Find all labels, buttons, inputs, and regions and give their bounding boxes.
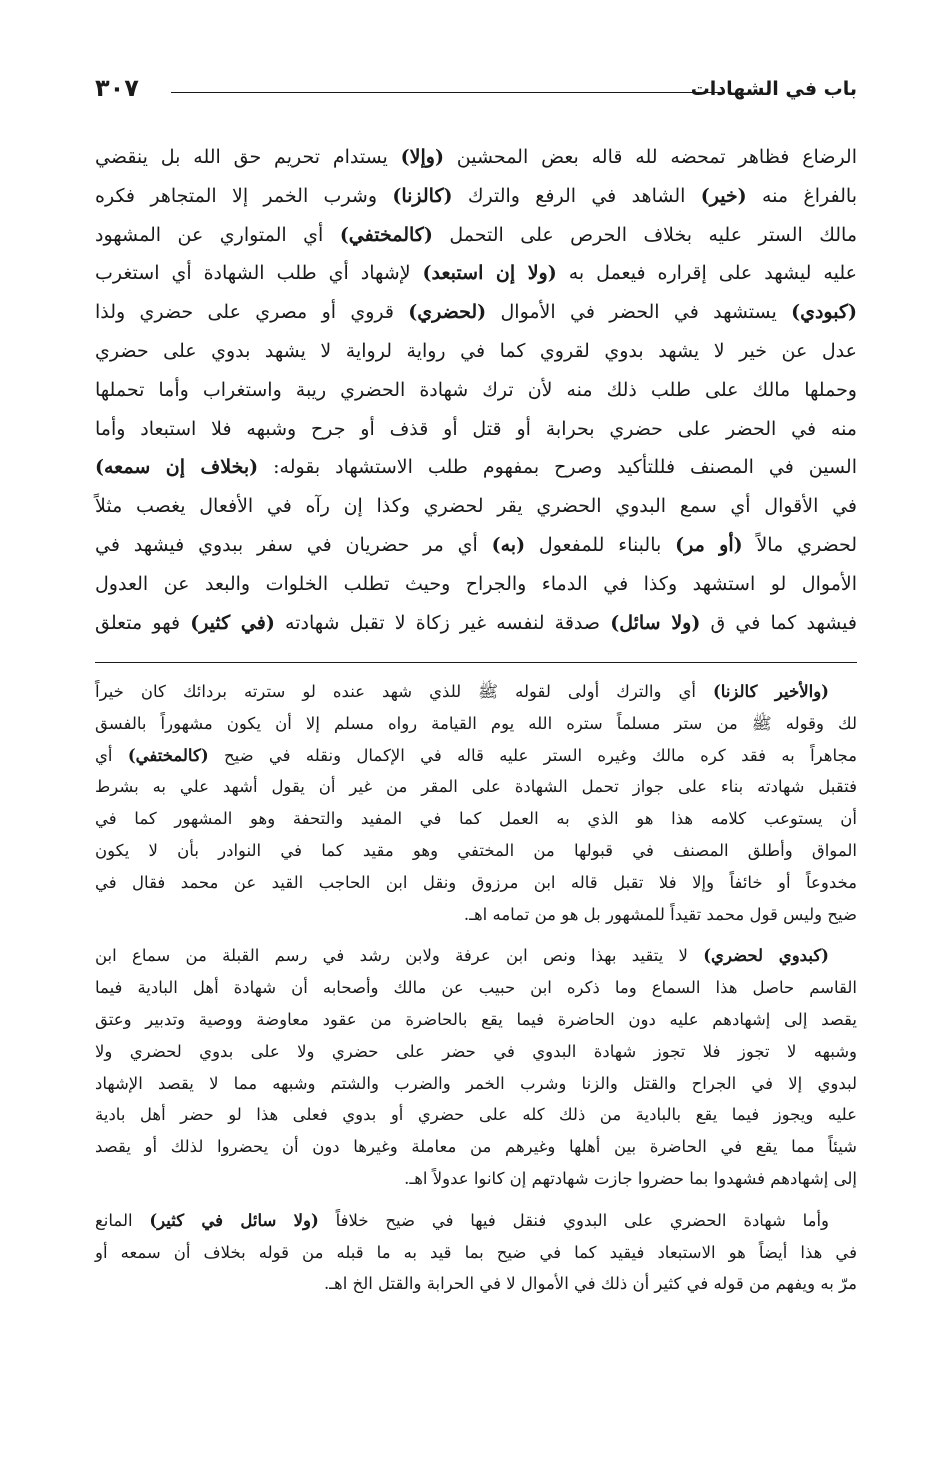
text-run: في الأقوال أي سمع البدوي الحضري يقر لحضري وكذا إن رآه في الأفعال يغصب مثلاً xyxy=(95,495,857,518)
bold-lemma: (كالزنا) xyxy=(392,184,453,207)
note-line xyxy=(95,803,857,835)
main-text-line xyxy=(95,448,857,487)
text-run: أي xyxy=(95,745,128,765)
text-run: فتقبل شهادته بناء على جواز تحمل الشهادة على المقر من غير أن يقول أشهد علي به بشرط xyxy=(95,777,857,797)
note-paragraph xyxy=(95,1205,857,1300)
text-run: لإشهاد أي طلب الشهادة أي استغرب xyxy=(95,262,423,285)
text-run: مخدوعاً أو خائفاً وإلا فلا تقبل قاله ابن مرزوق ونقل ابن الحاجب القيد عن محمد فقال في xyxy=(95,872,857,892)
text-run: لا يتقيد بهذا ونص ابن عرفة ولابن رشد في رسم القبلة من سماع ابن xyxy=(95,946,704,966)
note-line xyxy=(95,1068,857,1100)
main-text-line xyxy=(95,526,857,565)
text-run: السين في المصنف فللتأكيد وصرح بمفهوم طلب الاستشهاد بقوله: xyxy=(258,456,857,479)
text-run: مالك الستر عليه بخلاف الحرص على التحمل xyxy=(432,223,857,246)
text-run: فيشهد كما في ق xyxy=(700,611,857,634)
note-line xyxy=(95,1004,857,1036)
main-text-line xyxy=(95,293,857,332)
text-run: عليه ويجوز فيما يقع بالبادية من ذلك كله على حضري أو بدوي فعلى هذا لو حضر أهل بادية xyxy=(95,1105,857,1125)
text-run: الرضاع فظاهر تمحضه لله قاله بعض المحشين xyxy=(443,146,858,168)
text-run: وشبهه لا تجوز فلا تجوز شهادة البدوي في حضر على حضري ولا على بدوي لحضري ولا xyxy=(95,1041,857,1061)
note-line xyxy=(95,940,857,972)
note-line xyxy=(95,1237,857,1269)
text-run: الأموال لو استشهد وكذا في الدماء والجراح وحيث تطلب الخلوات والبعد عن العدول xyxy=(95,572,857,595)
note-line xyxy=(95,740,857,772)
note-line xyxy=(95,708,857,740)
text-run: يقصد إلى إشهادهم عليه دون الحاضرة فيما يقع بالحاضرة من عقود معاوضة ووصية وتدبير وعتق xyxy=(95,1009,857,1029)
text-run: إلى إشهادهم فشهدوا بما حضروا جازت شهادتهم إن كانوا عدولاً اهـ. xyxy=(404,1168,857,1188)
main-text-line xyxy=(95,565,857,604)
text-run: بالفراغ منه xyxy=(746,184,857,207)
bold-lemma: (أو مر) xyxy=(675,533,743,556)
bold-lemma: (به) xyxy=(491,533,526,556)
text-run: فهو متعلق xyxy=(95,611,191,634)
running-header xyxy=(95,72,857,112)
bold-lemma: (خير) xyxy=(700,184,747,207)
bold-lemma: (كالمختفي) xyxy=(339,223,433,246)
main-text-line xyxy=(95,332,857,371)
text-run: أي مر حضريان في سفر ببدوي فيشهد في xyxy=(95,533,492,556)
note-line xyxy=(95,867,857,899)
note-paragraph xyxy=(95,940,857,1194)
notes-separator xyxy=(95,662,857,663)
text-run: منه في الحضر على حضري بحرابة أو قتل أو قذف أو جرح وشبهه فلا استبعاد وأما xyxy=(95,417,857,440)
bold-lemma: (كبودي) xyxy=(791,301,857,324)
main-text-line xyxy=(95,138,857,177)
text-run: وشرب الخمر إلا المتجاهر فكره xyxy=(95,184,393,207)
page-number: ٣٠٧ xyxy=(95,74,139,102)
text-run: أي والترك أولى لقوله ﷺ للذي شهد عنده لو سترته بردائك كان خيراً xyxy=(95,682,713,701)
text-run: لحضري مالاً xyxy=(742,533,857,556)
main-text-line xyxy=(95,371,857,410)
main-text xyxy=(95,138,857,642)
note-line xyxy=(95,1131,857,1163)
note-line xyxy=(95,972,857,1004)
text-run: القاسم حاصل هذا السماع وما ذكره ابن حبيب عن مالك وأصحابه أن شهادة أهل البادية فيما xyxy=(95,978,857,998)
header-title: باب في الشهادات xyxy=(690,78,857,100)
main-text-line xyxy=(95,410,857,449)
text-run: وأما شهادة الحضري على البدوي فنقل فيها في ضيح خلافاً xyxy=(318,1210,829,1230)
notes-section xyxy=(95,676,857,1310)
text-run: مرّ به ويفهم من قوله في كثير أن ذلك في الأموال لا في الحرابة والقتل الخ اهـ. xyxy=(323,1274,857,1294)
text-run: بالبناء للمفعول xyxy=(525,533,676,556)
note-line xyxy=(95,1268,857,1300)
text-run: مجاهراً به فقد كره مالك وغيره الستر عليه قاله في الإكمال ونقله في ضيح xyxy=(208,745,857,765)
text-run: لبدوي إلا في الجراح والقتل والزنا وشرب الخمر والضرب والشتم وشبهه مما لا يقصد الإشهاد xyxy=(95,1073,857,1093)
text-run: شيئاً مما يقع في الحاضرة بين أهلها وغيرهم من معاملة وغيرها دون أن يحضروا لذلك أو يقصد xyxy=(95,1137,857,1157)
main-text-line xyxy=(95,487,857,526)
header-rule xyxy=(171,92,721,93)
bold-lemma: (كالمختفي) xyxy=(127,745,209,765)
bold-lemma: (بخلاف إن سمعه) xyxy=(95,456,259,479)
text-run: يستدام تحريم حق الله بل ينقضي xyxy=(95,146,401,168)
note-line xyxy=(95,676,857,708)
bold-lemma: (ولا سائل في كثير) xyxy=(149,1210,319,1230)
note-line xyxy=(95,771,857,803)
text-run: الشاهد في الرفع والترك xyxy=(452,184,701,207)
text-run: لك وقوله ﷺ من ستر مسلماً ستره الله يوم القيامة رواه مسلم إلا أن يكون مشهوراً بالفسق xyxy=(95,713,857,733)
text-run: أن يستوعب كلامه هذا هو الذي به العمل كما في المفيد والتحفة وهو المشهور كما في xyxy=(95,809,857,829)
main-text-line xyxy=(95,254,857,293)
text-run: صدقة لنفسه غير زكاة لا تقبل شهادته xyxy=(274,611,611,634)
text-run: قروي أو مصري على حضري ولذا xyxy=(95,301,409,324)
note-line xyxy=(95,1099,857,1131)
text-run: عليه ليشهد على إقراره فيعمل به xyxy=(556,262,857,285)
bold-lemma: (لحضري) xyxy=(408,301,487,324)
text-run: يستشهد في الحضر في الأموال xyxy=(486,301,792,324)
note-line xyxy=(95,899,857,931)
bold-lemma: (ولا إن استبعد) xyxy=(422,262,557,285)
bold-lemma: (ولا سائل) xyxy=(610,611,701,634)
text-run: عدل عن خير لا يشهد بدوي لقروي كما في رواية لرواية لا يشهد بدوي على حضري xyxy=(95,339,857,362)
text-run: ضيح وليس قول محمد تقيداً للمشهور بل هو من تمامه اهـ. xyxy=(463,904,857,924)
bold-lemma: (والأخير كالزنا) xyxy=(712,682,829,701)
main-text-line xyxy=(95,216,857,255)
text-run: في هذا أيضاً هو الاستبعاد فيقيد كما في ضيح بما قيد به ما قبله من قوله بخلاف أن سمعه أو xyxy=(95,1242,857,1262)
main-text-line xyxy=(95,604,857,643)
note-line xyxy=(95,1205,857,1237)
note-line xyxy=(95,1163,857,1195)
text-run: المانع xyxy=(95,1210,150,1230)
text-run: وحملها مالك على طلب ذلك منه لأن ترك شهادة الحضري ريبة واستغراب وأما تحملها xyxy=(95,378,857,401)
bold-lemma: (في كثير) xyxy=(190,611,275,634)
text-run: أي المتواري عن المشهود xyxy=(95,223,340,246)
text-run: المواق وأطلق المصنف في قبولها من المختفي وهو مقيد كما في النوادر بأن لا يكون xyxy=(95,840,857,860)
note-paragraph xyxy=(95,676,857,930)
main-text-line xyxy=(95,177,857,216)
note-line xyxy=(95,1036,857,1068)
note-line xyxy=(95,835,857,867)
bold-lemma: (وإلا) xyxy=(400,146,444,168)
bold-lemma: (كبدوي لحضري) xyxy=(703,946,829,966)
